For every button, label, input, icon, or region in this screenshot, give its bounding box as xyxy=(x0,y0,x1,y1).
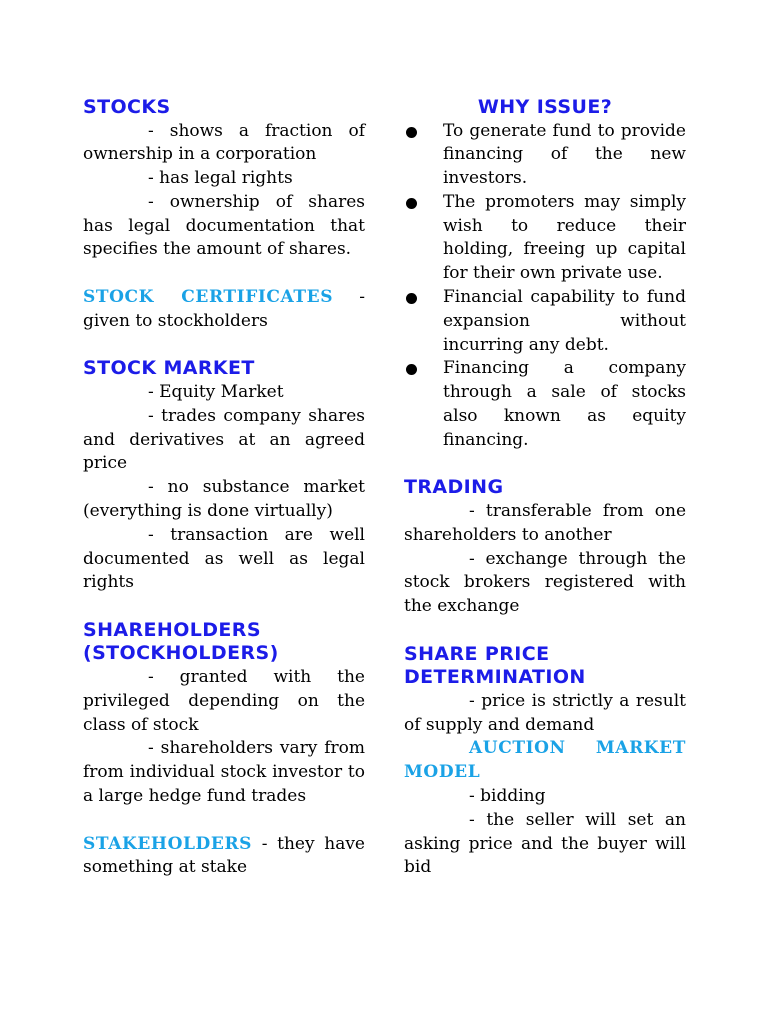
why-issue-list xyxy=(404,120,686,453)
spacer xyxy=(83,334,365,358)
share-price-heading xyxy=(404,643,686,690)
trading-heading: TRADING xyxy=(404,476,504,499)
spacer xyxy=(404,453,686,477)
spacer xyxy=(83,262,365,286)
stakeholders-term: STAKEHOLDERS xyxy=(83,833,253,854)
stocks-line: - shows a fraction of ownership in a corporation xyxy=(83,120,365,165)
trading-line: - exchange through the stock brokers registered with the exchange xyxy=(404,548,686,617)
spacer xyxy=(404,619,686,643)
trading-line: - transferable from one shareholders to another xyxy=(404,500,686,545)
stock-certificates-term: STOCK CERTIFICATES xyxy=(83,287,334,308)
stock-certificates-paragraph xyxy=(83,286,365,334)
why-issue-bullet: Financing a company through a sale of stocks also known as equity financing. xyxy=(404,357,686,452)
left-column xyxy=(83,96,365,880)
shareholders-heading-line: (STOCKHOLDERS) xyxy=(83,642,279,665)
why-issue-bullet: Financial capability to fund expansion without incurring any debt. xyxy=(404,286,686,357)
why-issue-bullet: The promoters may simply wish to reduce their holding, freeing up capital for their own private use. xyxy=(404,191,686,286)
stocks-line: - has legal rights xyxy=(148,168,293,189)
stock-certificates-text: - given to stockholders xyxy=(83,287,365,331)
why-issue-heading: WHY ISSUE? xyxy=(477,96,613,118)
spacer xyxy=(83,595,365,619)
stocks-line: - ownership of shares has legal documentation that specifies the amount of shares. xyxy=(83,191,365,260)
auction-line: - bidding xyxy=(469,785,546,806)
auction-line: - the seller will set an asking price and the buyer will bid xyxy=(404,809,686,878)
stock-market-line: - trades company shares and derivatives at an agreed price xyxy=(83,405,365,474)
why-issue-bullet: To generate fund to provide financing of the new investors. xyxy=(404,120,686,191)
stakeholders-text: - they have something at stake xyxy=(83,833,365,878)
stocks-heading: STOCKS xyxy=(83,96,171,118)
auction-market-model-term xyxy=(404,737,686,785)
stock-market-line: - Equity Market xyxy=(148,381,284,402)
stock-market-heading: STOCK MARKET xyxy=(83,357,255,380)
right-column xyxy=(404,96,686,880)
stock-market-line: - transaction are well documented as well as legal rights xyxy=(83,524,365,593)
spacer xyxy=(83,809,365,833)
shareholders-line: - granted with the privileged depending on the class of stock xyxy=(83,666,365,735)
stakeholders-paragraph xyxy=(83,833,365,881)
stock-market-line: - no substance market (everything is done virtually) xyxy=(83,477,365,521)
share-price-heading-line: SHARE PRICE xyxy=(404,642,550,665)
share-price-line: - price is strictly a result of supply and demand xyxy=(404,690,686,735)
shareholders-heading-line: SHAREHOLDERS xyxy=(83,618,261,641)
auction-market-model-label: AUCTION MARKET MODEL xyxy=(404,738,686,783)
share-price-heading-line: DETERMINATION xyxy=(404,666,586,689)
shareholders-line: - shareholders vary from from individual stock investor to a large hedge fund trades xyxy=(83,738,365,806)
shareholders-heading xyxy=(83,619,365,666)
